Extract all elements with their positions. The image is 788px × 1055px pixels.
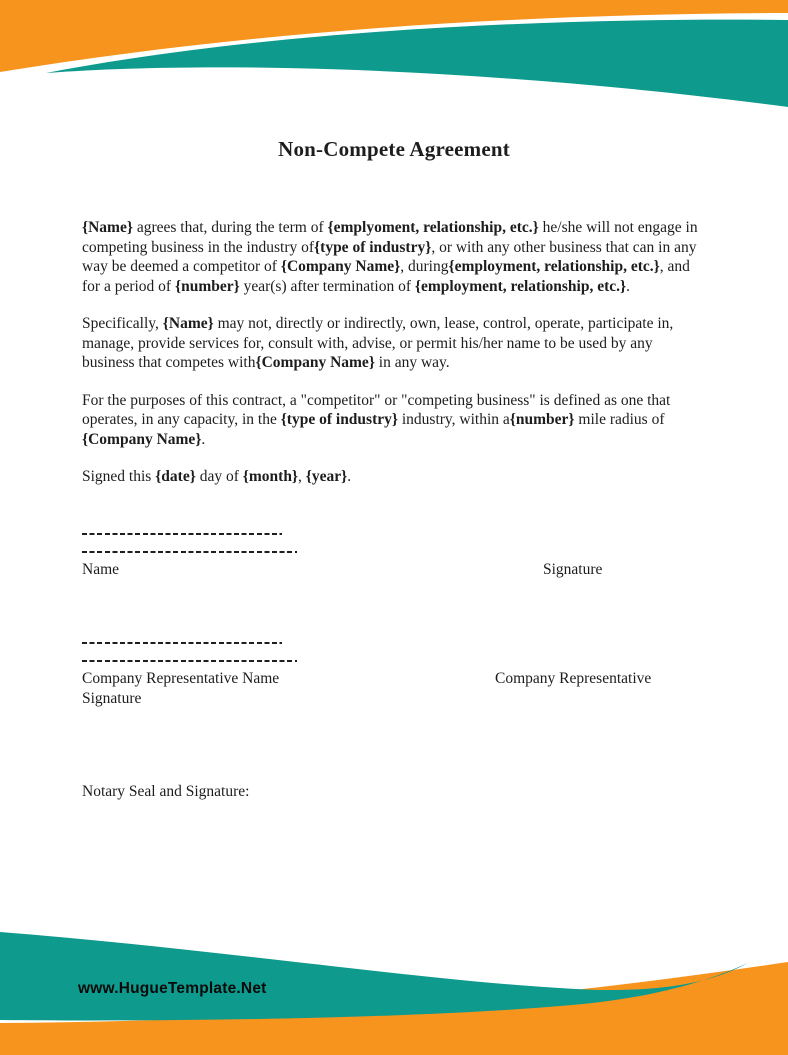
company-representative-label: Company Representative: [495, 670, 652, 687]
company-representative-name-label: Company Representative Name: [82, 670, 280, 687]
agreement-text: [82, 218, 706, 487]
signature-dash-line: [82, 642, 282, 644]
footer-url: www.HugueTemplate.Net: [78, 980, 267, 997]
notary-seal-label: Notary Seal and Signature:: [82, 783, 250, 800]
paragraph-terms: {Name} agrees that, during the term of {emplyoment, relationship, etc.} he/she will not engage in competing business in the industry of{type of industry}, or with any other business that can in any way be deemed a competitor of {Company Name}, during{employment, relationship, etc.}, and for a period of {number} year(s) after termination of {employment, relationship, etc.}.: [82, 219, 698, 295]
document-body: [82, 0, 706, 802]
company-signature-label: Signature: [82, 689, 142, 707]
signature-block-company: [82, 642, 706, 708]
name-label: Name: [82, 560, 120, 578]
signature-dash-line: [82, 533, 282, 535]
signature-labels-row: [82, 560, 706, 580]
page-title: Non-Compete Agreement: [278, 137, 510, 161]
signature-dash-line: [82, 660, 297, 662]
signature-block-employee: [82, 533, 706, 580]
company-representative-name-signature-label: [82, 669, 495, 708]
paragraph-signed-date: Signed this {date} day of {month}, {year}.: [82, 468, 352, 485]
paragraph-competitor-definition: For the purposes of this contract, a "competitor" or "competing business" is defined as one that operates, in any capacity, in the {type of industry} industry, within a{number} mile radius of {Company Name}.: [82, 391, 671, 448]
signature-label: Signature: [543, 560, 603, 578]
paragraph-restrictions: Specifically, {Name} may not, directly or indirectly, own, lease, control, operate, participate in, manage, provide services for, consult with, advise, or permit his/her name to be used by any business that competes with{Company Name} in any way.: [82, 315, 674, 371]
signature-dash-line: [82, 551, 297, 553]
company-signature-labels-row: [82, 669, 706, 708]
